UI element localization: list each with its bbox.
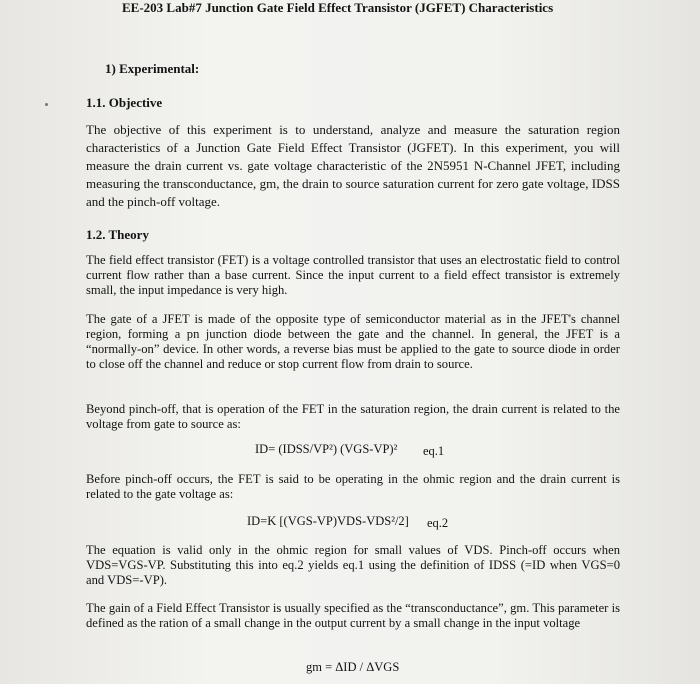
experimental-heading: 1) Experimental:: [105, 61, 200, 76]
theory-paragraph-2: The gate of a JFET is made of the opposite type of semiconductor material as in the JFET's channel region, forming a pn junction diode between the gate and the channel. In general, the JFET is a “normally-on” device. In other words, a reverse bias must be applied to the gate to source diode in order to close off the channel and reduce or stop current flow from drain to source.: [86, 312, 620, 371]
theory-paragraph-3: Beyond pinch-off, that is operation of the FET in the saturation region, the drain current is related to the voltage from gate to source as:: [86, 402, 620, 431]
theory-paragraph-4: Before pinch-off occurs, the FET is said to be operating in the ohmic region and the drain current is related to the gate voltage as:: [86, 472, 620, 501]
equation-2: ID=K [(VGS-VP)VDS-VDS²/2]: [247, 514, 409, 528]
theory-paragraph-6: The gain of a Field Effect Transistor is usually specified as the “transconductance”, gm. This parameter is defined as the ration of a small change in the output current by a small change in the input voltage: [86, 601, 620, 630]
theory-paragraph-5: The equation is valid only in the ohmic region for small values of VDS. Pinch-off occurs when VDS=VGS-VP. Substituting this into eq.2 yields eq.1 using the definition of IDSS (=ID when VGS=0 and VDS=-VP).: [86, 543, 620, 587]
theory-heading: 1.2. Theory: [86, 227, 149, 242]
equation-1-label: eq.1: [423, 444, 445, 458]
document-title: EE-203 Lab#7 Junction Gate Field Effect Transistor (JGFET) Characteristics: [122, 0, 554, 15]
theory-paragraph-1: The field effect transistor (FET) is a voltage controlled transistor that uses an electrostatic field to control current flow rather than a base current. Since the input current to a field effect transistor is extremely small, the input impedance is very high.: [86, 253, 620, 297]
objective-paragraph: The objective of this experiment is to understand, analyze and measure the saturation region characteristics of a Junction Gate Field Effect Transistor (JGFET). In this experiment, you will measure the drain current vs. gate voltage characteristic of the 2N5951 N-Channel JFET, including measuring the transconductance, gm, the drain to source saturation current for zero gate voltage, IDSS and the pinch-off voltage.: [86, 122, 620, 209]
page-mark: [45, 103, 48, 106]
equation-3: gm = ΔID / ΔVGS: [306, 660, 400, 674]
equation-2-label: eq.2: [427, 516, 449, 530]
equation-1: ID= (IDSS/VP²) (VGS-VP)²: [255, 442, 398, 456]
objective-heading: 1.1. Objective: [86, 95, 163, 110]
